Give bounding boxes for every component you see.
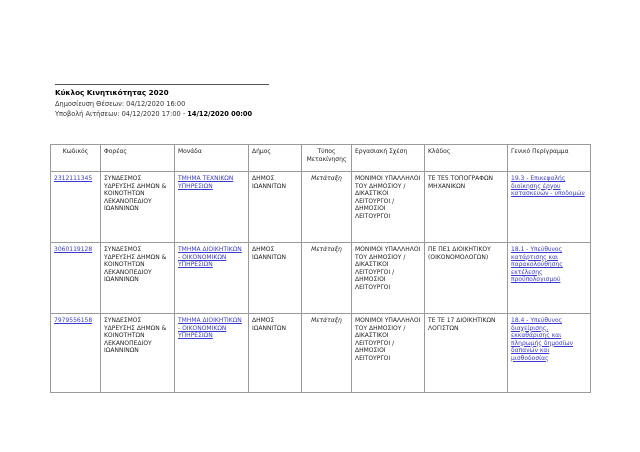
branch-cell: ΤΕ ΤΕ5 ΤΟΠΟΓΡΑΦΩΝ ΜΗΧΑΝΙΚΩΝ — [425, 172, 508, 243]
col-header-unit: Μονάδα — [175, 145, 249, 172]
agency-cell: ΣΥΝΔΕΣΜΟΣ ΥΔΡΕΥΣΗΣ ΔΗΜΩΝ & ΚΟΙΝΟΤΗΤΩΝ ΛΕΚΑΝΟΠΕΔΙΟΥ ΙΩΑΝΝΙΝΩΝ — [101, 243, 175, 314]
municipality-cell: ΔΗΜΟΣ ΙΩΑΝΝΙΤΩΝ — [249, 314, 302, 393]
transfer-type-cell: Μετάταξη — [302, 172, 352, 243]
municipality-cell: ΔΗΜΟΣ ΙΩΑΝΝΙΤΩΝ — [249, 172, 302, 243]
unit-cell — [175, 172, 249, 243]
code-cell — [51, 243, 101, 314]
agency-cell: ΣΥΝΔΕΣΜΟΣ ΥΔΡΕΥΣΗΣ ΔΗΜΩΝ & ΚΟΙΝΟΤΗΤΩΝ ΛΕΚΑΝΟΠΕΔΙΟΥ ΙΩΑΝΝΙΝΩΝ — [101, 172, 175, 243]
profile-cell — [508, 314, 591, 393]
table-row — [51, 243, 591, 314]
table-row — [51, 172, 591, 243]
profile-link[interactable]: 18.1 - Υπεύθυνος κατάρτισης και παρακολούθησης εκτέλεσης προϋπολογισμού — [511, 246, 563, 283]
municipality-cell: ΔΗΜΟΣ ΙΩΑΝΝΙΤΩΝ — [249, 243, 302, 314]
employment-cell: ΜΟΝΙΜΟΙ ΥΠΑΛΛΗΛΟΙ ΤΟΥ ΔΗΜΟΣΙΟΥ /ΔΙΚΑΣΤΙΚΟΙ ΛΕΙΤΟΥΡΓΟΙ /ΔΗΜΟΣΙΟΙ ΛΕΙΤΟΥΡΓΟΙ — [352, 314, 425, 393]
unit-link[interactable]: ΤΜΗΜΑ ΤΕΧΝΙΚΩΝ ΥΠΗΡΕΣΙΩΝ — [178, 175, 234, 190]
branch-cell: ΠΕ ΠΕ1 ΔΙΟΙΚΗΤΙΚΟΥ (ΟΙΚΟΝΟΜΟΛΟΓΩΝ) — [425, 243, 508, 314]
unit-cell — [175, 243, 249, 314]
employment-cell: ΜΟΝΙΜΟΙ ΥΠΑΛΛΗΛΟΙ ΤΟΥ ΔΗΜΟΣΙΟΥ /ΔΙΚΑΣΤΙΚΟΙ ΛΕΙΤΟΥΡΓΟΙ /ΔΗΜΟΣΙΟΙ ΛΕΙΤΟΥΡΓΟΙ — [352, 243, 425, 314]
col-header-profile: Γενικό Περίγραμμα — [508, 145, 591, 172]
profile-link[interactable]: 19.3 - Επικεφαλής διοίκησης έργου κατασκευών - υποδομών — [511, 175, 585, 197]
transfer-type-cell: Μετάταξη — [302, 243, 352, 314]
position-code-link[interactable]: 3060119128 — [54, 246, 93, 253]
col-header-employment: Εργασιακή Σχέση — [352, 145, 425, 172]
profile-cell — [508, 243, 591, 314]
col-header-municipality: Δήμος — [249, 145, 302, 172]
position-code-link[interactable]: 7979556158 — [54, 317, 93, 324]
unit-cell — [175, 314, 249, 393]
header-divider — [55, 84, 269, 85]
unit-link[interactable]: ΤΜΗΜΑ ΔΙΟΙΚΗΤΙΚΩΝ - ΟΙΚΟΝΟΜΙΚΩΝ ΥΠΗΡΕΣΙΩΝ — [178, 246, 242, 268]
profile-cell — [508, 172, 591, 243]
transfer-type-cell: Μετάταξη — [302, 314, 352, 393]
col-header-transfer-type: Τύπος Μετακίνησης — [302, 145, 352, 172]
position-code-link[interactable]: 2312111345 — [54, 175, 93, 182]
code-cell — [51, 314, 101, 393]
employment-cell: ΜΟΝΙΜΟΙ ΥΠΑΛΛΗΛΟΙ ΤΟΥ ΔΗΜΟΣΙΟΥ /ΔΙΚΑΣΤΙΚΟΙ ΛΕΙΤΟΥΡΓΟΙ /ΔΗΜΟΣΙΟΙ ΛΕΙΤΟΥΡΓΟΙ — [352, 172, 425, 243]
submission-end: 14/12/2020 00:00 — [187, 110, 253, 118]
table-header-row — [51, 145, 591, 172]
profile-link[interactable]: 18.4 - Υπεύθυνος διαχείρισης, εκκαθάρισης και πληρωμής δημοσίων δαπανών και μισθοδοσίας — [511, 317, 574, 362]
col-header-agency: Φορέας — [101, 145, 175, 172]
page-title: Κύκλος Κινητικότητας 2020 — [55, 88, 169, 97]
submission-separator: - — [180, 110, 188, 118]
code-cell — [51, 172, 101, 243]
publication-date: Δημοσίευση Θέσεων: 04/12/2020 16:00 — [55, 100, 186, 108]
positions-table — [50, 144, 591, 393]
branch-cell: ΤΕ ΤΕ 17 ΔΙΟΙΚΗΤΙΚΩΝ ΛΟΓΙΣΤΩΝ — [425, 314, 508, 393]
submission-period — [55, 110, 252, 118]
unit-link[interactable]: ΤΜΗΜΑ ΔΙΟΙΚΗΤΙΚΩΝ - ΟΙΚΟΝΟΜΙΚΩΝ ΥΠΗΡΕΣΙΩΝ — [178, 317, 242, 339]
col-header-branch: Κλάδος — [425, 145, 508, 172]
col-header-code: Κωδικός — [51, 145, 101, 172]
submission-start: Υποβολή Αιτήσεων: 04/12/2020 17:00 — [55, 110, 181, 118]
table-row — [51, 314, 591, 393]
agency-cell: ΣΥΝΔΕΣΜΟΣ ΥΔΡΕΥΣΗΣ ΔΗΜΩΝ & ΚΟΙΝΟΤΗΤΩΝ ΛΕΚΑΝΟΠΕΔΙΟΥ ΙΩΑΝΝΙΝΩΝ — [101, 314, 175, 393]
